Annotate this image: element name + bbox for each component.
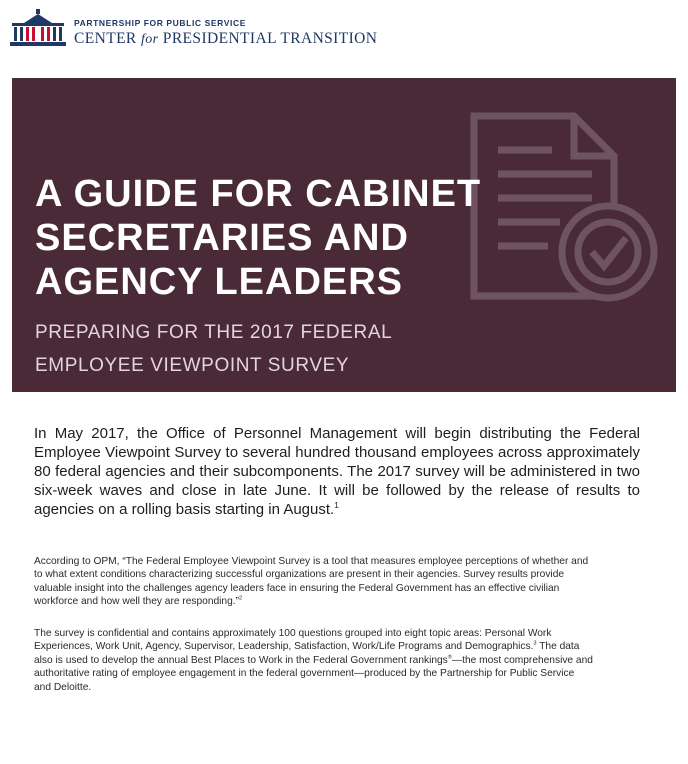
title-line: SECRETARIES AND: [35, 217, 409, 259]
registered-mark: ®: [447, 654, 452, 661]
footnote-marker: 1: [334, 501, 339, 510]
title-line: AGENCY LEADERS: [35, 261, 404, 303]
intro-paragraph: In May 2017, the Office of Personnel Management will begin distributing the Federal Employee Viewpoint Survey to several hundred thousand employees across approximately 80 federal agencies and their subcomponents. The 2017 survey will be administered in two six-week waves and close in late June. It will be followed by the release of results to agencies on a rolling basis starting in August.$^1$: [34, 425, 640, 518]
org-name-small: PARTNERSHIP FOR PUBLIC SERVICE: [74, 18, 246, 28]
subtitle: [35, 316, 392, 382]
title-banner: [12, 78, 676, 392]
org-name-large: CENTER for PRESIDENTIAL TRANSITION: [74, 30, 378, 47]
footnote-marker: 2: [239, 595, 243, 602]
subtitle-line: PREPARING FOR THE 2017 FEDERAL: [35, 322, 393, 343]
title-line: A GUIDE FOR CABINET: [35, 173, 482, 215]
document-checkmark-icon: [452, 94, 662, 314]
subtitle-line: EMPLOYEE VIEWPOINT SURVEY: [35, 355, 350, 376]
footnote-marker: 3: [533, 641, 537, 648]
page-title: [35, 172, 481, 304]
opm-quote-paragraph: According to OPM, “The Federal Employee Viewpoint Survey is a tool that measures employee perceptions of whether and to what extent conditions characterizing successful organizations are present in their agencies. Survey results provide valuable insight into the challenges agency leaders face in ensuring the Federal Government has an effective civilian workforce and how well they are responding.”$^2$: [34, 556, 589, 608]
survey-description-paragraph: The survey is confidential and contains approximately 100 questions grouped into eight topic areas: Personal Work Experiences, Work Unit, Agency, Supervisor, Leadership, Satisfaction, Work/Life Programs and Demographics.$^3$ The data also is used to develop the annual Best Places to Work in the Federal Government rankings®—the most comprehensive and authoritative rating of employee engagement in the federal government—produced by the Partnership for Public Service and Deloitte.: [34, 628, 593, 693]
white-house-logo-icon: [10, 8, 66, 46]
header: [10, 8, 378, 48]
